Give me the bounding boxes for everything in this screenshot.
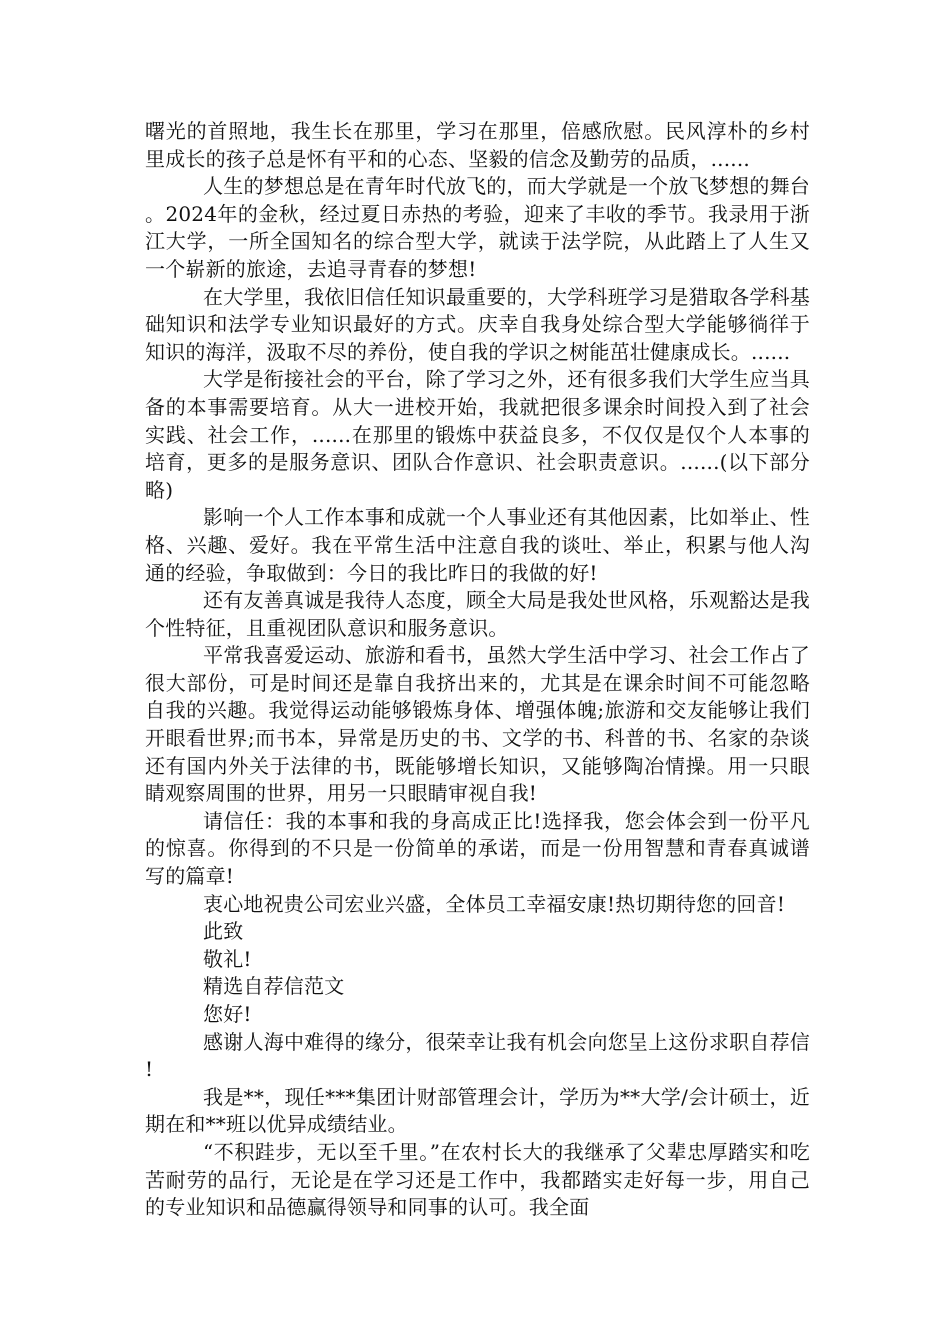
paragraph-social-practice: 大学是衔接社会的平台，除了学习之外，还有很多我们大学生应当具备的本事需要培育。从大一进校开始，我就把很多课余时间投入到了社会实践、社会工作，......在那里的锻炼中获益良多，不仅仅是仅个人本事的培育，更多的是服务意识、团队合作意识、社会职责意识。......(以下部分略) bbox=[145, 367, 810, 502]
paragraph-university-dream: 人生的梦想总是在青年时代放飞的，而大学就是一个放飞梦想的舞台。2024年的金秋，经过夏日赤热的考验，迎来了丰收的季节。我录用于浙江大学，一所全国知名的综合型大学，就读于法学院，从此踏上了人生又一个崭新的旅途，去追寻青春的梦想! bbox=[145, 174, 810, 281]
paragraph-study-knowledge: 在大学里，我依旧信任知识最重要的，大学科班学习是猎取各学科基础知识和法学专业知识最好的方式。庆幸自我身处综合型大学能够徜徉于知识的海洋，汲取不尽的养份，使自我的学识之树能茁壮健康成长。...... bbox=[145, 284, 810, 364]
paragraph-wishes: 衷心地祝贵公司宏业兴盛，全体员工幸福安康!热切期待您的回音! bbox=[203, 891, 786, 916]
paragraph-introduction: 我是**，现任***集团计财部管理会计，学历为**大学/会计硕士，近期在和**班以优异成绩结业。 bbox=[145, 1084, 810, 1137]
section-title: 精选自荐信范文 bbox=[203, 974, 345, 999]
paragraph-personal-traits: 影响一个人工作本事和成就一个人事业还有其他因素，比如举止、性格、兴趣、爱好。我在平常生活中注意自我的谈吐、举止，积累与他人沟通的经验，争取做到：今日的我比昨日的我做的好! bbox=[145, 505, 810, 585]
paragraph-trust-me: 请信任：我的本事和我的身高成正比!选择我，您会体会到一份平凡的惊喜。你得到的不只是一份简单的承诺，而是一份用智慧和青春真诚谱写的篇章! bbox=[145, 808, 810, 889]
closing-salute: 敬礼! bbox=[203, 946, 252, 971]
paragraph-background: “不积跬步，无以至千里。”在农村长大的我继承了父辈忠厚踏实和吃苦耐劳的品行，无论是在学习还是工作中，我都踏实走好每一步，用自己的专业知识和品德赢得领导和同事的认可。我全面 bbox=[145, 1139, 810, 1220]
closing-greeting: 此致 bbox=[203, 919, 244, 944]
paragraph-attitude: 还有友善真诚是我待人态度，顾全大局是我处世风格，乐观豁达是我个性特征，且重视团队意识和服务意识。 bbox=[145, 588, 810, 640]
paragraph-hometown: 曙光的首照地，我生长在那里，学习在那里，倍感欣慰。民风淳朴的乡村里成长的孩子总是怀有平和的心态、坚毅的信念及勤劳的品质，...... bbox=[145, 119, 810, 171]
letter-body bbox=[145, 118, 810, 1222]
paragraph-thanks: 感谢人海中难得的缘分，很荣幸让我有机会向您呈上这份求职自荐信! bbox=[145, 1029, 810, 1082]
salutation: 您好! bbox=[203, 1002, 252, 1026]
paragraph-hobbies: 平常我喜爱运动、旅游和看书，虽然大学生活中学习、社会工作占了很大部份，可是时间还是靠自我挤出来的，尤其是在课余时间不可能忽略自我的兴趣。我觉得运动能够锻炼身体、增强体魄;旅游和交友能够让我们开眼看世界;而书本，异常是历史的书、文学的书、科普的书、名家的杂谈还有国内外关于法律的书，既能够增长知识，又能够陶冶情操。用一只眼睛观察周围的世界，用另一只眼睛审视自我! bbox=[145, 643, 810, 806]
